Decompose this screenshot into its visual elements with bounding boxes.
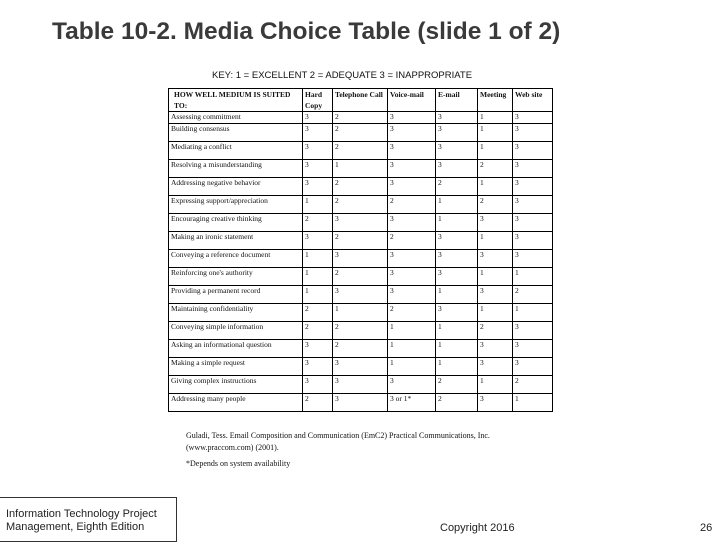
rating-cell: 1 (436, 322, 478, 340)
row-label-cell: Making a simple request (169, 358, 303, 376)
rating-cell: 3 (478, 394, 513, 412)
rating-cell: 3 (436, 304, 478, 322)
row-label-cell: Assessing commitment (169, 112, 303, 124)
rating-cell: 3 (303, 124, 333, 142)
row-label-cell: Conveying a reference document (169, 250, 303, 268)
rating-cell: 1 (303, 268, 333, 286)
rating-cell: 3 (436, 142, 478, 160)
rating-cell: 3 (436, 268, 478, 286)
header-cell: Web site (513, 89, 553, 112)
rating-cell: 1 (513, 394, 553, 412)
header-cell: Meeting (478, 89, 513, 112)
rating-cell: 2 (388, 196, 436, 214)
row-label-cell: Conveying simple information (169, 322, 303, 340)
rating-cell: 2 (478, 196, 513, 214)
rating-cell: 2 (478, 160, 513, 178)
rating-cell: 2 (388, 304, 436, 322)
rating-cell: 2 (436, 376, 478, 394)
table-row (169, 268, 553, 286)
rating-cell: 3 (436, 112, 478, 124)
media-choice-table (168, 88, 553, 412)
rating-cell: 3 (436, 124, 478, 142)
rating-cell: 3 (388, 214, 436, 232)
rating-cell: 2 (333, 112, 388, 124)
rating-cell: 3 (333, 394, 388, 412)
table-row (169, 394, 553, 412)
rating-cell: 1 (513, 304, 553, 322)
rating-cell: 3 (388, 160, 436, 178)
rating-cell: 3 (333, 286, 388, 304)
rating-cell: 3 (478, 250, 513, 268)
rating-cell: 3 (303, 160, 333, 178)
rating-cell: 1 (436, 214, 478, 232)
rating-cell: 3 or 1* (388, 394, 436, 412)
rating-cell: 3 (333, 376, 388, 394)
rating-cell: 1 (436, 196, 478, 214)
rating-cell: 3 (333, 250, 388, 268)
rating-cell: 3 (303, 232, 333, 250)
row-label-cell: Addressing negative behavior (169, 178, 303, 196)
rating-cell: 3 (478, 340, 513, 358)
rating-cell: 3 (513, 358, 553, 376)
rating-cell: 3 (388, 124, 436, 142)
row-label-cell: Reinforcing one's authority (169, 268, 303, 286)
footer-book-line: Information Technology Project (6, 508, 157, 520)
header-cell: Hard Copy (303, 89, 333, 112)
table-row (169, 340, 553, 358)
rating-cell: 3 (388, 268, 436, 286)
rating-cell: 3 (388, 142, 436, 160)
footnote: *Depends on system availability (186, 459, 291, 468)
rating-cell: 3 (513, 112, 553, 124)
rating-key: KEY: 1 = EXCELLENT 2 = ADEQUATE 3 = INAPPROPRIATE (212, 70, 473, 81)
rating-cell: 3 (436, 232, 478, 250)
rating-cell: 1 (388, 340, 436, 358)
page-number: 26 (700, 522, 713, 534)
table-row (169, 160, 553, 178)
rating-cell: 3 (303, 142, 333, 160)
rating-cell: 2 (333, 178, 388, 196)
rating-cell: 3 (388, 250, 436, 268)
rating-cell: 1 (333, 304, 388, 322)
rating-cell: 3 (303, 358, 333, 376)
rating-cell: 3 (478, 358, 513, 376)
table-body (169, 112, 553, 412)
rating-cell: 2 (303, 322, 333, 340)
rating-cell: 1 (333, 160, 388, 178)
rating-cell: 1 (436, 286, 478, 304)
rating-cell: 3 (388, 286, 436, 304)
rating-cell: 1 (388, 358, 436, 376)
rating-cell: 2 (303, 214, 333, 232)
rating-cell: 3 (333, 214, 388, 232)
rating-cell: 3 (513, 124, 553, 142)
rating-cell: 1 (436, 358, 478, 376)
rating-cell: 2 (513, 376, 553, 394)
table-row (169, 232, 553, 250)
rating-cell: 1 (303, 286, 333, 304)
table-row (169, 322, 553, 340)
source-citation: Guladi, Tess. Email Composition and Communication (EmC2) Practical Communications, Inc. (www.praccom.com) (2001). (186, 431, 490, 452)
row-label-cell: Mediating a conflict (169, 142, 303, 160)
rating-cell: 1 (478, 124, 513, 142)
rating-cell: 3 (513, 250, 553, 268)
table-row (169, 214, 553, 232)
row-label-cell: Giving complex instructions (169, 376, 303, 394)
table-row (169, 286, 553, 304)
table-header-row (169, 89, 553, 112)
rating-cell: 2 (513, 286, 553, 304)
rating-cell: 1 (478, 142, 513, 160)
rating-cell: 2 (333, 322, 388, 340)
row-label-cell: Maintaining confidentiality (169, 304, 303, 322)
rating-cell: 1 (478, 178, 513, 196)
row-label-cell: Providing a permanent record (169, 286, 303, 304)
rating-cell: 2 (303, 394, 333, 412)
rating-cell: 2 (333, 232, 388, 250)
table-row (169, 178, 553, 196)
rating-cell: 2 (333, 142, 388, 160)
table-row (169, 142, 553, 160)
rating-cell: 1 (478, 268, 513, 286)
row-label-cell: Asking an informational question (169, 340, 303, 358)
rating-cell: 2 (333, 268, 388, 286)
table-row (169, 358, 553, 376)
rating-cell: 3 (388, 112, 436, 124)
rating-cell: 3 (478, 286, 513, 304)
header-cell: Telephone Call (333, 89, 388, 112)
rating-cell: 3 (388, 376, 436, 394)
rating-cell: 2 (436, 394, 478, 412)
rating-cell: 2 (478, 322, 513, 340)
rating-cell: 3 (303, 376, 333, 394)
row-label-cell: Making an ironic statement (169, 232, 303, 250)
rating-cell: 3 (513, 340, 553, 358)
rating-cell: 1 (303, 196, 333, 214)
rating-cell: 2 (333, 124, 388, 142)
footer-book-line: Management, Eighth Edition (6, 521, 145, 533)
rating-cell: 3 (388, 178, 436, 196)
row-label-cell: Encouraging creative thinking (169, 214, 303, 232)
rating-cell: 3 (436, 160, 478, 178)
header-cell: Voice-mail (388, 89, 436, 112)
rating-cell: 2 (333, 196, 388, 214)
header-cell: E-mail (436, 89, 478, 112)
rating-cell: 3 (436, 250, 478, 268)
rating-cell: 3 (513, 160, 553, 178)
rating-cell: 3 (513, 214, 553, 232)
rating-cell: 1 (436, 340, 478, 358)
rating-cell: 3 (513, 322, 553, 340)
row-label-cell: Building consensus (169, 124, 303, 142)
table-row (169, 376, 553, 394)
rating-cell: 3 (513, 196, 553, 214)
rating-cell: 3 (333, 358, 388, 376)
rating-cell: 1 (478, 232, 513, 250)
table-row (169, 250, 553, 268)
rating-cell: 3 (513, 232, 553, 250)
rating-cell: 1 (303, 250, 333, 268)
row-label-cell: Resolving a misunderstanding (169, 160, 303, 178)
table-row (169, 304, 553, 322)
rating-cell: 3 (513, 178, 553, 196)
rating-cell: 2 (388, 232, 436, 250)
rating-cell: 1 (478, 304, 513, 322)
row-label-cell: Addressing many people (169, 394, 303, 412)
slide-title: Table 10-2. Media Choice Table (slide 1 of 2) (52, 18, 561, 45)
rating-cell: 1 (478, 376, 513, 394)
footer-book-title (6, 508, 157, 534)
rating-cell: 3 (478, 214, 513, 232)
rating-cell: 2 (303, 304, 333, 322)
rating-cell: 2 (436, 178, 478, 196)
rating-cell: 1 (478, 112, 513, 124)
rating-cell: 3 (513, 142, 553, 160)
header-cell: HOW WELL MEDIUM IS SUITED TO: (169, 89, 303, 112)
table-row (169, 124, 553, 142)
rating-cell: 1 (388, 322, 436, 340)
table-row (169, 196, 553, 214)
rating-cell: 3 (303, 340, 333, 358)
rating-cell: 3 (303, 178, 333, 196)
table-row (169, 112, 553, 124)
rating-cell: 1 (513, 268, 553, 286)
footer-copyright: Copyright 2016 (440, 522, 515, 534)
rating-cell: 3 (303, 112, 333, 124)
rating-cell: 2 (333, 340, 388, 358)
row-label-cell: Expressing support/appreciation (169, 196, 303, 214)
